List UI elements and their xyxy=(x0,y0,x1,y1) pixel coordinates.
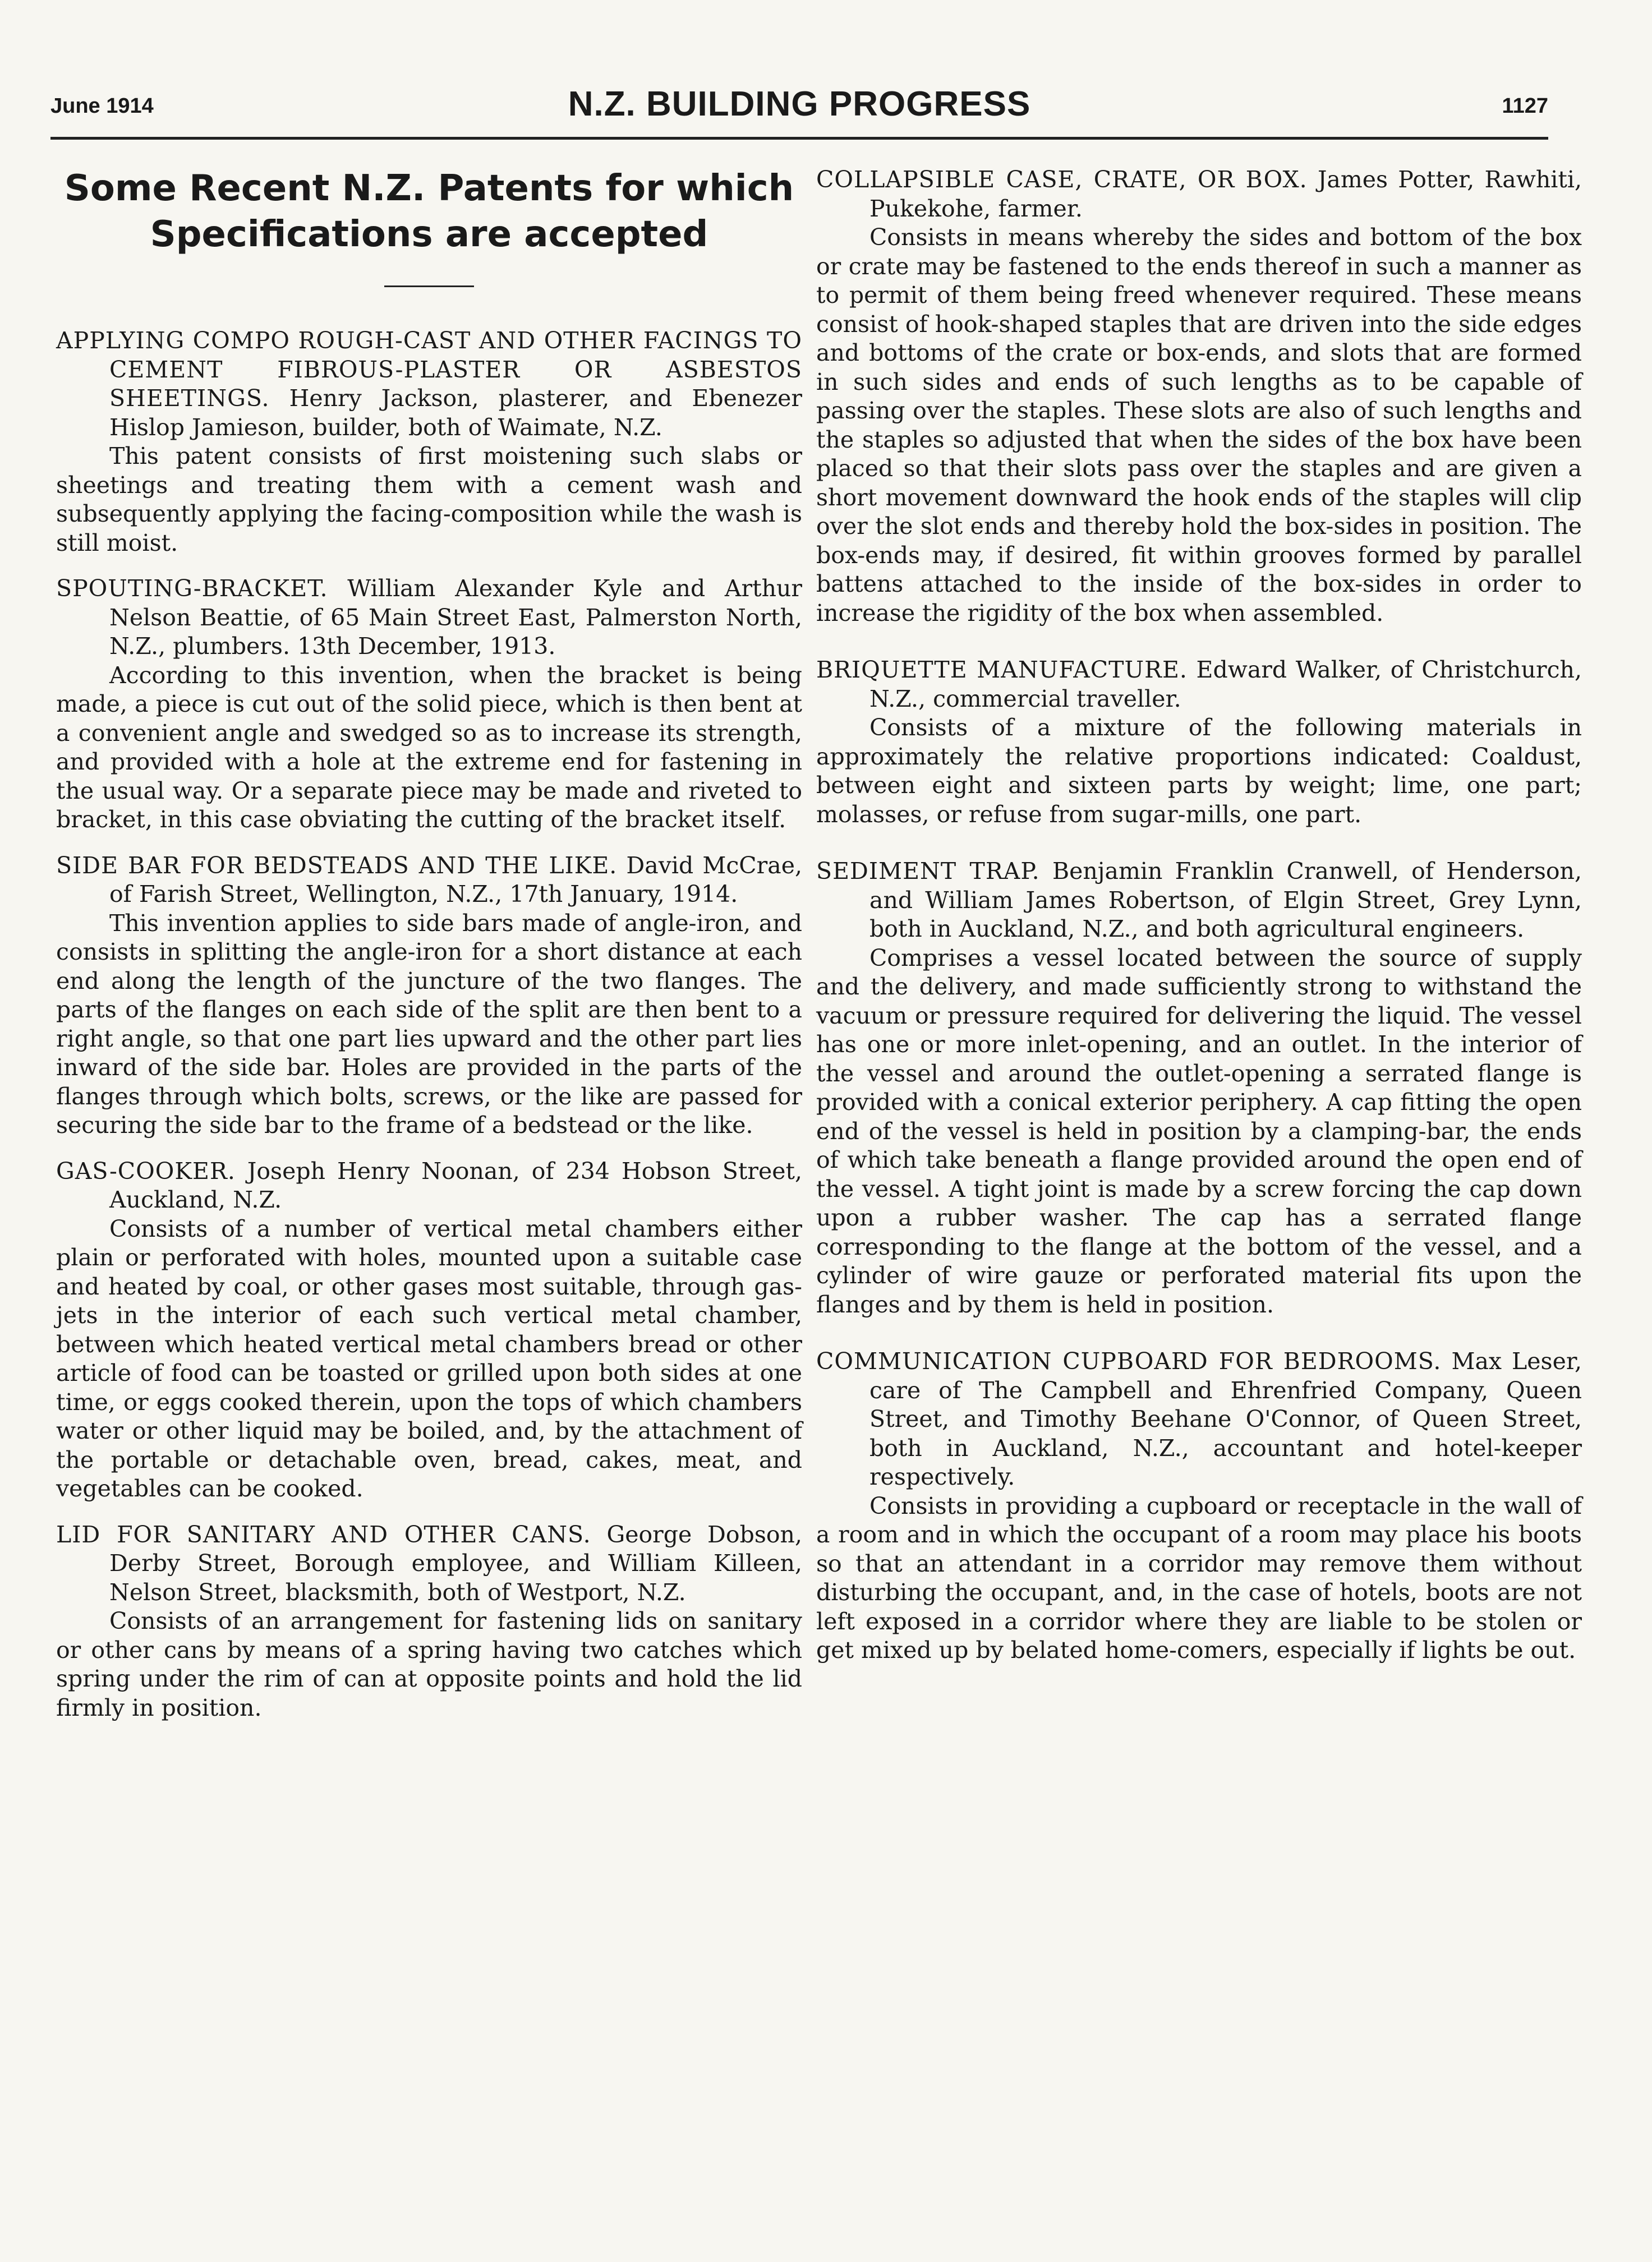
patent-title: APPLYING COMPO ROUGH-CAST AND OTHER FACINGS TO CEMENT FIBROUS-PLASTER OR ASBESTOS SHEETINGS. xyxy=(56,327,802,412)
running-head xyxy=(50,84,1548,129)
patent-heading xyxy=(56,1521,802,1607)
header-rule xyxy=(50,137,1548,140)
patent-description: Consists of a mixture of the following materials in approximately the relative proportions indicated: Coaldust, between eight and sixteen parts by weight; lime, one part; molasses, or refuse from sugar-mills, one part. xyxy=(816,714,1582,828)
patent-description: According to this invention, when the bracket is being made, a piece is cut out of the solid piece, which is then bent at a convenient angle and swedged so as to increase its strength, and provided with a hole at the extreme end for fastening in the usual way. Or a separate piece may be made and riveted to bracket, in this case obviating the cutting of the bracket itself. xyxy=(56,661,802,833)
left-column xyxy=(56,165,802,1722)
patent-title: COLLAPSIBLE CASE, CRATE, OR BOX. xyxy=(816,166,1308,193)
journal-title: N.Z. BUILDING PROGRESS xyxy=(568,85,1031,123)
patent-heading xyxy=(816,1347,1582,1492)
patent-applicants: Henry Jackson, plasterer, and Ebenezer Hislop Jamieson, builder, both of Waimate, N.Z. xyxy=(109,385,802,441)
patent-applicants: Edward Walker, of Christchurch, N.Z., commercial traveller. xyxy=(869,656,1582,712)
patent-description: Consists of an arrangement for fastening lids on sanitary or other cans by means of a spring having two catches which spring under the rim of can at opposite points and hold the lid firmly in position. xyxy=(56,1607,802,1721)
patent-description: Consists of a number of vertical metal chambers either plain or perforated with holes, mounted upon a suitable case and heated by coal, or other gases most suitable, through gas-jets in the interior of each such vertical metal chamber, between which heated vertical metal chambers bread or other article of food can be toasted or grilled upon both sides at one time, or eggs cooked therein, upon the tops of which chambers water or other liquid may be boiled, and, by the attachment of the portable or detachable oven, bread, cakes, meat, and vegetables can be cooked. xyxy=(56,1215,802,1502)
patent-description: Consists in providing a cupboard or receptacle in the wall of a room and in which the occupant of a room may place his boots so that an attendant in a corridor may remove them without disturbing the occupant, and, in the case of hotels, boots are not left exposed in a corridor where they are liable to be stolen or get mixed up by belated home-comers, especially if lights be out. xyxy=(816,1492,1582,1664)
patent-description: Comprises a vessel located between the source of supply and the delivery, and made sufficiently strong to withstand the vacuum or pressure required for delivering the liquid. The vessel has one or more inlet-opening, and an outlet. In the interior of the vessel and around the outlet-opening a serrated flange is provided with a conical exterior periphery. A cap fitting the open end of the vessel is held in position by a clamping-bar, the ends of which take beneath a flange provided around the open end of the vessel. A tight joint is made by a screw forcing the cap down upon a rubber washer. The cap has a serrated flange corresponding to the flange at the bottom of the vessel, and a cylinder of wire gauze or perforated material fits upon the flanges and by them is held in position. xyxy=(816,944,1582,1318)
patent-applicants: Benjamin Franklin Cranwell, of Henderson, and William James Robertson, of Elgin Street, Grey Lynn, both in Auckland, N.Z., and both agricultural engineers. xyxy=(869,858,1582,942)
patent-applicants: David McCrae, of Farish Street, Wellington, N.Z., 17th January, 1914. xyxy=(109,851,802,907)
patent-heading xyxy=(816,857,1582,944)
title-divider xyxy=(384,285,474,287)
patent-applicants: James Potter, Rawhiti, Pukekohe, farmer. xyxy=(869,166,1582,222)
patent-applicants: William Alexander Kyle and Arthur Nelson Beattie, of 65 Main Street East, Palmerston North, N.Z., plumbers. 13th December, 1913. xyxy=(109,575,802,660)
patent-entry xyxy=(816,857,1582,1319)
patent-heading xyxy=(816,656,1582,713)
patent-heading xyxy=(56,574,802,661)
patent-applicants: George Dobson, Derby Street, Borough employee, and William Killeen, Nelson Street, blacksmith, both of Westport, N.Z. xyxy=(109,1521,802,1606)
patent-description: This invention applies to side bars made of angle-iron, and consists in splitting the angle-iron for a short distance at each end along the length of the juncture of the two flanges. The parts of the flanges on each side of the split are then bent to a right angle, so that one part lies upward and the other part lies inward of the side bar. Holes are provided in the parts of the flanges through which bolts, screws, or the like are passed for securing the side bar to the frame of a bedstead or the like. xyxy=(56,909,802,1139)
patent-title: SPOUTING-BRACKET. xyxy=(56,575,328,602)
article-title: Some Recent N.Z. Patents for which Specifications are accepted xyxy=(64,168,794,255)
patent-heading xyxy=(56,1157,802,1215)
patent-title: COMMUNICATION CUPBOARD FOR BEDROOMS. xyxy=(816,1348,1442,1375)
patent-description: Consists in means whereby the sides and bottom of the box or crate may be fastened to the ends thereof in such a manner as to permit of them being freed whenever required. These means consist of hook-shaped staples that are driven into the side edges and bottoms of the crate or box-ends, and slots that are formed in such sides and ends of such lengths as to be capable of passing over the staples. These slots are also of such lengths and the staples so adjusted that when the sides of the box have been placed so that their slots pass over the staples and are given a short movement downward the hook ends of the staples will clip over the slot ends and thereby hold the box-sides in position. The box-ends may, if desired, fit within grooves formed by parallel battens attached to the inside of the box-sides in order to increase the rigidity of the box when assembled. xyxy=(816,224,1582,626)
patent-applicants: Max Leser, care of The Campbell and Ehrenfried Company, Queen Street, and Timothy Beehane O'Connor, of Queen Street, both in Auckland, N.Z., accountant and hotel-keeper respectively. xyxy=(869,1348,1582,1490)
right-column xyxy=(816,165,1582,1665)
patent-heading xyxy=(816,165,1582,223)
patent-entry xyxy=(56,1157,802,1504)
patent-title: LID FOR SANITARY AND OTHER CANS. xyxy=(56,1521,591,1548)
patent-entry xyxy=(56,574,802,835)
patent-entry xyxy=(816,1347,1582,1665)
patent-title: SIDE BAR FOR BEDSTEADS AND THE LIKE. xyxy=(56,851,618,879)
patent-entry xyxy=(816,165,1582,628)
patent-title: GAS-COOKER. xyxy=(56,1157,236,1185)
patent-applicants: Joseph Henry Noonan, of 234 Hobson Street, Auckland, N.Z. xyxy=(109,1157,802,1213)
patent-description: This patent consists of first moistening such slabs or sheetings and treating them with a cement wash and subsequently applying the facing-composition while the wash is still moist. xyxy=(56,443,802,556)
patent-title: SEDIMENT TRAP. xyxy=(816,858,1040,884)
patent-entry xyxy=(56,851,802,1140)
patent-entry xyxy=(56,1521,802,1723)
patent-heading xyxy=(56,326,802,442)
patent-heading xyxy=(56,851,802,909)
patent-entry xyxy=(56,326,802,558)
page-number: 1127 xyxy=(1502,94,1548,118)
patent-title: BRIQUETTE MANUFACTURE. xyxy=(816,656,1188,683)
issue-date: June 1914 xyxy=(50,94,154,118)
patent-entry xyxy=(816,656,1582,829)
